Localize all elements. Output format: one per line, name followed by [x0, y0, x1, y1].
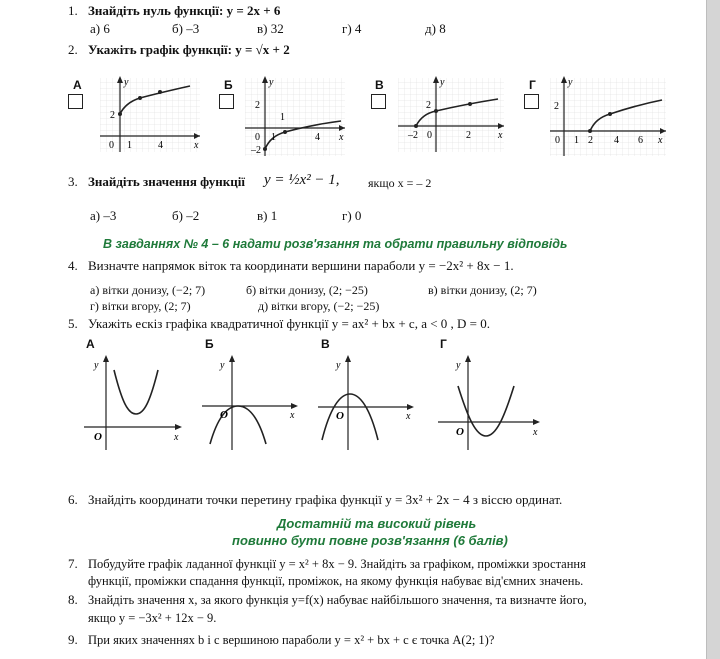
graph5a-y-label: y: [94, 360, 99, 371]
q3-text: Знайдіть значення функції: [88, 174, 245, 189]
graph5a-x-label: x: [174, 432, 179, 443]
q8-line1: Знайдіть значення x, за якого функція y=f(x) набуває найбільшого значення, та визначте його,: [88, 593, 587, 607]
graph5c-y-label: y: [336, 360, 341, 371]
q2-graph-a-checkbox[interactable]: [68, 94, 83, 109]
graph-d-x-label: x: [658, 135, 663, 146]
q9-text: При яких значеннях b і c вершиною параболи y = x² + bx + c є точка А(2; 1)?: [88, 633, 495, 647]
q8-line2: якщо y = −3x² + 12x − 9.: [88, 611, 217, 625]
q4-option-a: а) вітки донизу, (−2; 7): [90, 283, 206, 297]
graph-b-tick-0: 0: [255, 132, 260, 143]
q1-option-e: д) 8: [425, 21, 446, 36]
q5-text: Укажіть ескіз графіка квадратичної функції y = ax² + bx + c, a < 0 , D = 0.: [88, 316, 491, 331]
graph-a-x-label: x: [194, 140, 199, 151]
graph5d-y-label: y: [456, 360, 461, 371]
q2-graph-b-label: Б: [224, 78, 233, 92]
q1-option-c: в) 32: [257, 21, 284, 36]
q7-number: 7.: [68, 556, 78, 571]
graph-b-tick-2: 4: [315, 132, 320, 143]
q5-graph-c-label: В: [321, 337, 330, 351]
q2-graph-a-label: А: [73, 78, 82, 92]
level-heading: Достатній та високий рівень: [277, 516, 477, 531]
graph-d-tick-1: 1: [574, 135, 579, 146]
graph-a-tick-3: 2: [110, 110, 115, 121]
q7-line1: Побудуйте графік ладанної функції y = x² + 8x − 9. Знайдіть за графіком, проміжки зростання: [88, 557, 586, 571]
graph-b-tick-5: –2: [251, 145, 261, 156]
graph5c-origin: O: [336, 410, 344, 422]
q3-option-d: г) 0: [342, 208, 362, 223]
q4-option-e: д) вітки вгору, (−2; −25): [258, 299, 380, 313]
graph-c-tick-1: –2: [408, 130, 418, 141]
q2-graph-a: [100, 76, 205, 156]
q5-graph-b: [202, 352, 302, 452]
q1-option-d: г) 4: [342, 21, 362, 36]
q3-option-a: а) –3: [90, 208, 117, 223]
q2-graph-c-checkbox[interactable]: [371, 94, 386, 109]
q4-option-c: в) вітки донизу, (2; 7): [428, 283, 537, 297]
graph-c-tick-0: 0: [427, 130, 432, 141]
graph-b-tick-3: 2: [255, 100, 260, 111]
q8-number: 8.: [68, 592, 78, 607]
graph5b-y-label: y: [220, 360, 225, 371]
graph-d-tick-3: 4: [614, 135, 619, 146]
q4-option-d: г) вітки вгору, (2; 7): [90, 299, 191, 313]
graph-a-tick-1: 1: [127, 140, 132, 151]
graph-c-x-label: x: [498, 130, 503, 141]
q6-number: 6.: [68, 492, 78, 507]
graph-c-tick-3: 2: [426, 100, 431, 111]
q1-text: Знайдіть нуль функції: y = 2x + 6: [88, 3, 281, 18]
graph5a-origin: O: [94, 431, 102, 443]
q5-graph-a: [84, 352, 184, 452]
q2-graph-b: [245, 76, 350, 160]
q3-formula: y = ½x² − 1,: [264, 172, 340, 188]
q3-condition: якщо x = – 2: [368, 176, 432, 190]
level-subheading: повинно бути повне розв'язання (6 балів): [232, 533, 508, 548]
graph-d-tick-2: 2: [588, 135, 593, 146]
graph5d-x-label: x: [533, 427, 538, 438]
q6-text: Знайдіть координати точки перетину графіка функції y = 3x² + 2x − 4 з віссю ординат.: [88, 492, 563, 507]
graph-b-tick-4: 1: [280, 112, 285, 123]
q4-option-b: б) вітки донизу, (2; −25): [246, 283, 368, 297]
graph-a-tick-2: 4: [158, 140, 163, 151]
graph-b-x-label: x: [339, 132, 344, 143]
q2-number: 2.: [68, 42, 78, 57]
q2-graph-c: [398, 76, 506, 156]
q5-graph-d-label: Г: [440, 337, 447, 351]
q1-option-a: а) 6: [90, 21, 110, 36]
q1-number: 1.: [68, 3, 78, 18]
q4-text: Визначте напрямок віток та координати вершини параболи y = −2x² + 8x − 1.: [88, 258, 514, 273]
graph-c-y-label: y: [440, 77, 445, 88]
q2-graph-d-label: Г: [529, 78, 536, 92]
page-frame-right: [706, 0, 720, 659]
graph-b-tick-1: 1: [271, 132, 276, 143]
q2-graph-c-label: В: [375, 78, 384, 92]
q5-graph-c: [318, 352, 418, 452]
q5-graph-d: [438, 352, 548, 452]
graph-a-y-label: y: [124, 77, 129, 88]
graph-b-y-label: y: [269, 77, 274, 88]
graph-d-tick-0: 0: [555, 135, 560, 146]
graph5b-origin: O: [220, 409, 228, 421]
q2-graph-d-checkbox[interactable]: [524, 94, 539, 109]
graph-a-tick-0: 0: [109, 140, 114, 151]
q7-line2: функції, проміжки спадання функції, проміжок, на якому функція набуває від'ємних значень.: [88, 574, 584, 588]
graph5c-x-label: x: [406, 411, 411, 422]
graph-c-tick-2: 2: [466, 130, 471, 141]
section-heading-4-6: В завданнях № 4 – 6 надати розв'язання та обрати правильну відповідь: [103, 237, 568, 251]
q5-graph-b-label: Б: [205, 337, 214, 351]
q5-graph-a-label: А: [86, 337, 95, 351]
q2-graph-b-checkbox[interactable]: [219, 94, 234, 109]
q2-graph-d: [550, 76, 670, 160]
q4-number: 4.: [68, 258, 78, 273]
q2-text: Укажіть графік функції: y = √x + 2: [88, 42, 290, 57]
q3-option-b: б) –2: [172, 208, 200, 223]
graph5d-origin: O: [456, 426, 464, 438]
graph5b-x-label: x: [290, 410, 295, 421]
q9-number: 9.: [68, 632, 78, 647]
graph-d-tick-4: 6: [638, 135, 643, 146]
q3-option-c: в) 1: [257, 208, 278, 223]
q1-option-b: б) –3: [172, 21, 200, 36]
graph-d-y-label: y: [568, 77, 573, 88]
q5-number: 5.: [68, 316, 78, 331]
graph-d-tick-5: 2: [554, 101, 559, 112]
q3-number: 3.: [68, 174, 78, 189]
